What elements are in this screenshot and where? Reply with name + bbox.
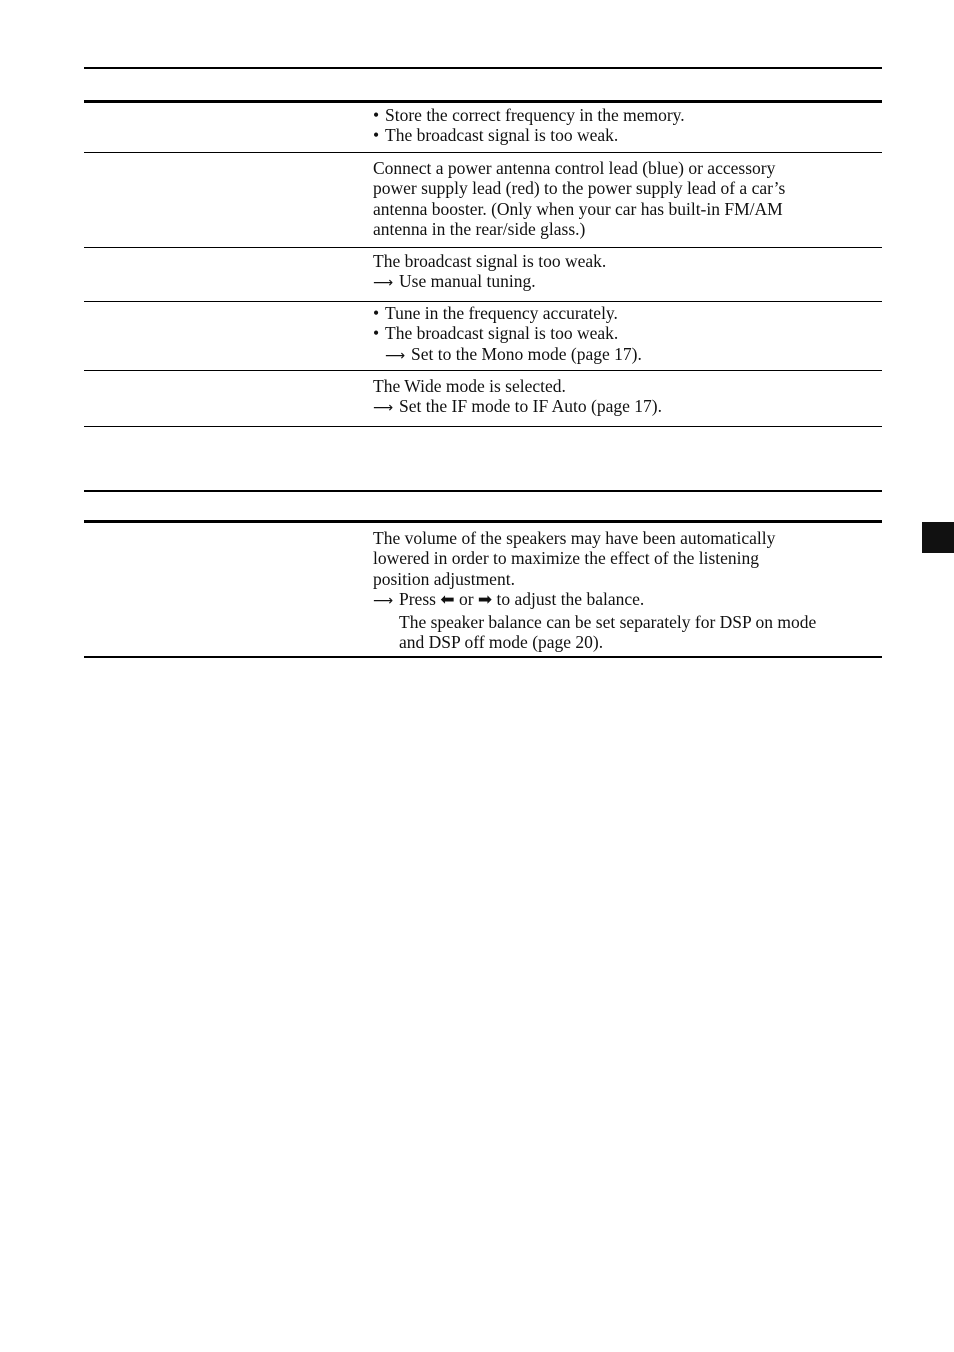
bullet-item: • Store the correct frequency in the memory. (373, 105, 685, 125)
left-arrow-key-icon: ⬅ (440, 590, 455, 611)
bullet-icon: • (373, 323, 380, 344)
section2-header-rule (84, 520, 882, 523)
bullet-icon: • (373, 303, 380, 323)
text-line: position adjustment. (373, 568, 515, 589)
text-line: Connect a power antenna control lead (blue) or accessory (373, 158, 776, 178)
bullet-item: • Tune in the frequency accurately. (373, 303, 618, 323)
text-line: The broadcast signal is too weak. (373, 251, 607, 271)
section1-bottom-rule (84, 426, 882, 427)
section2-bottom-rule (84, 656, 882, 658)
text-line: power supply lead (red) to the power supply lead of a car’s (373, 178, 786, 199)
right-arrow-key-icon: ➡ (477, 590, 493, 611)
remedy-cell (373, 528, 893, 652)
arrow-item: ⟶ Press ⬅ or ➡ to adjust the balance. (373, 589, 645, 611)
remedy-cell (373, 251, 878, 294)
section1-header-rule (84, 100, 882, 103)
note-line: The speaker balance can be set separately for DSP on mode (399, 611, 817, 632)
section2-top-rule (84, 490, 882, 492)
remedy-cell (373, 105, 878, 146)
arrow-item: ⟶ Set the IF mode to IF Auto (page 17). (373, 396, 878, 418)
right-arrow-icon: ⟶ (373, 275, 394, 292)
bullet-item: • The broadcast signal is too weak. (373, 323, 619, 344)
row-divider (84, 152, 882, 153)
bullet-icon: • (373, 125, 380, 146)
arrow-item: ⟶ Set to the Mono mode (page 17). (373, 344, 878, 366)
text-line: The volume of the speakers may have been automatically (373, 528, 776, 548)
chapter-tab-marker (922, 522, 954, 553)
remedy-cell (373, 158, 878, 240)
remedy-cell (373, 303, 878, 366)
row-divider (84, 301, 882, 302)
right-arrow-icon: ⟶ (373, 593, 394, 610)
row-divider (84, 247, 882, 248)
text-line: The Wide mode is selected. (373, 376, 566, 396)
right-arrow-icon: ⟶ (373, 400, 394, 417)
bullet-icon: • (373, 105, 380, 125)
text-line: antenna in the rear/side glass.) (373, 219, 586, 240)
row-divider (84, 370, 882, 371)
note-line: and DSP off mode (page 20). (399, 632, 604, 653)
remedy-cell (373, 376, 878, 419)
arrow-item: ⟶ Use manual tuning. (373, 271, 878, 293)
right-arrow-icon: ⟶ (385, 347, 406, 364)
section1-top-rule (84, 67, 882, 69)
text-line: antenna booster. (Only when your car has built-in FM/AM (373, 198, 783, 219)
text-line: lowered in order to maximize the effect of the listening (373, 548, 759, 569)
bullet-item: • The broadcast signal is too weak. (373, 125, 619, 146)
